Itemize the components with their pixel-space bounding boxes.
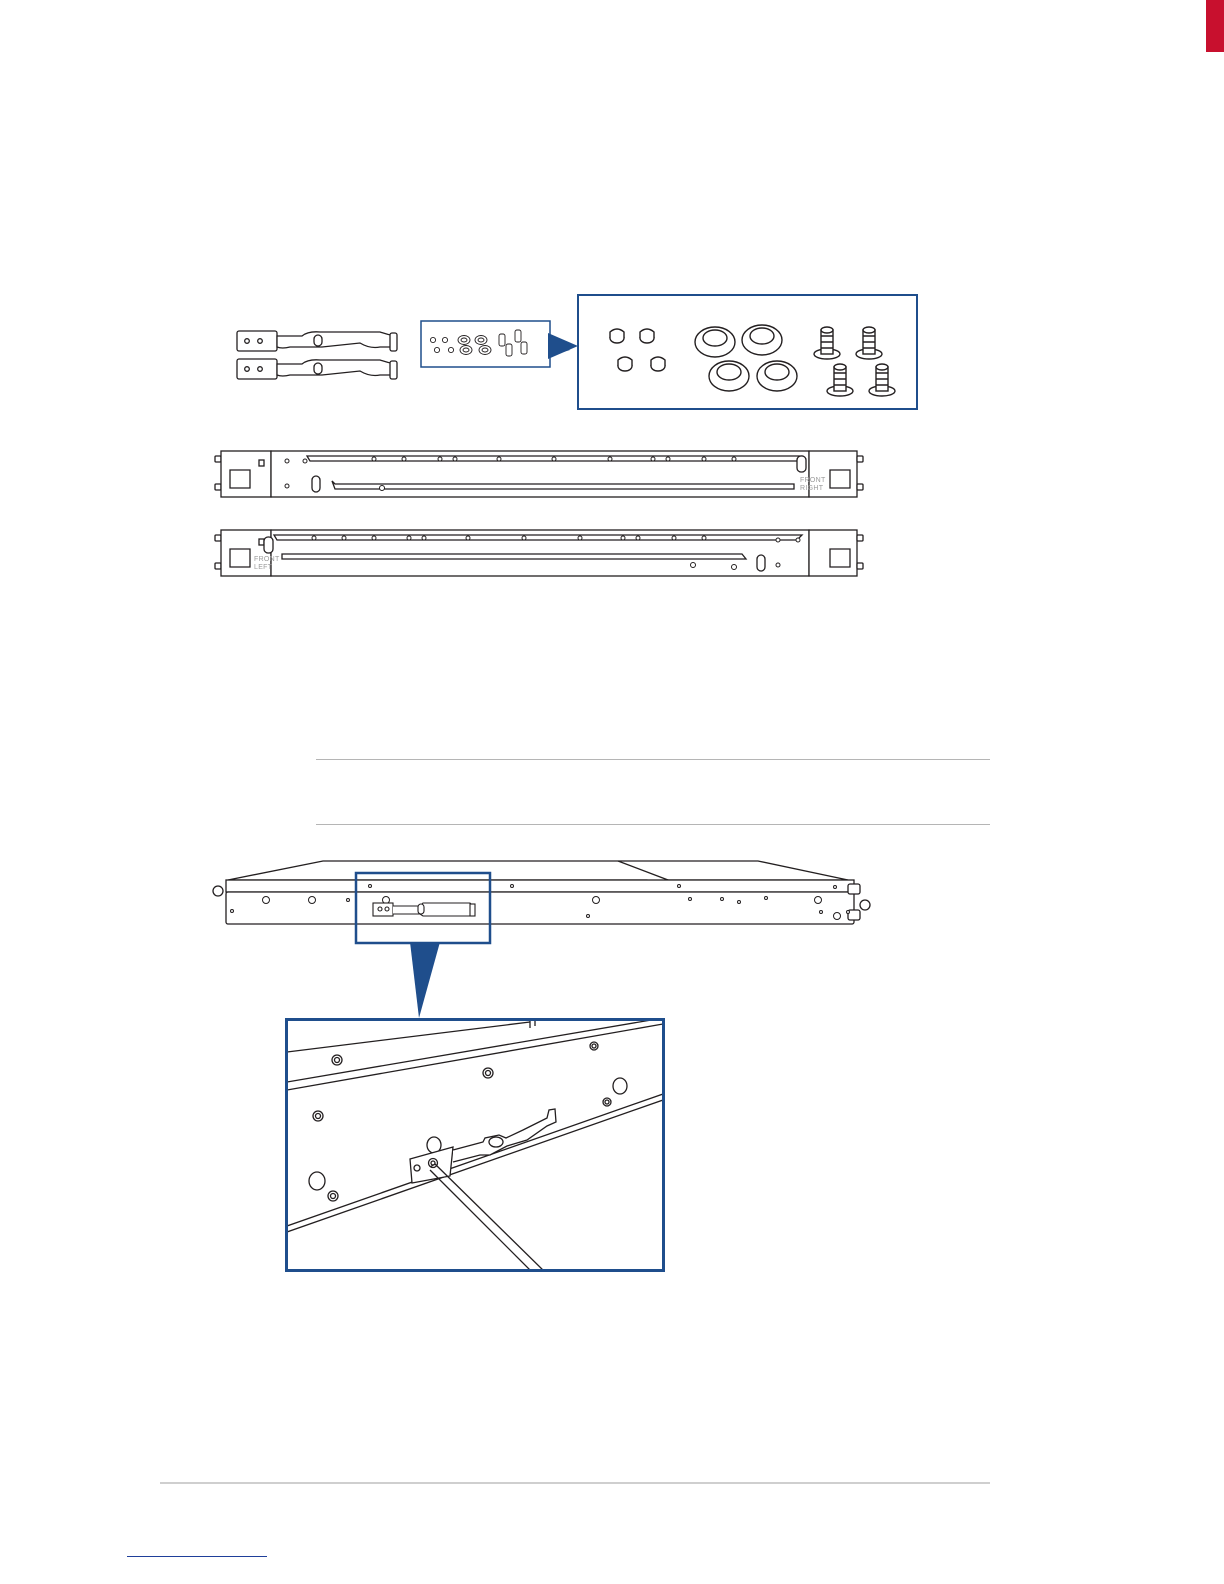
rail-right-label-front: FRONT	[800, 477, 826, 484]
rail-front-right	[212, 448, 872, 500]
latch-brackets	[230, 325, 405, 390]
note-rule-top	[316, 759, 990, 760]
screw-pack-thumbnail	[420, 320, 555, 370]
page-tab-marker	[1206, 0, 1224, 52]
latch-install-detail	[285, 1018, 665, 1274]
callout-arrow-screws	[548, 333, 580, 363]
footer-link-underline	[127, 1556, 267, 1557]
rail-front-left	[212, 527, 872, 579]
rail-left-label-side: LEFT	[254, 564, 273, 571]
server-chassis-side-view	[208, 858, 878, 930]
rail-left-label-front: FRONT	[254, 556, 280, 563]
note-rule-bottom	[316, 824, 990, 825]
callout-arrow-latch	[410, 942, 442, 1020]
screws-detail-box	[577, 294, 919, 412]
rail-right-label-side: RIGHT	[800, 485, 824, 492]
footer-rule	[160, 1482, 990, 1484]
